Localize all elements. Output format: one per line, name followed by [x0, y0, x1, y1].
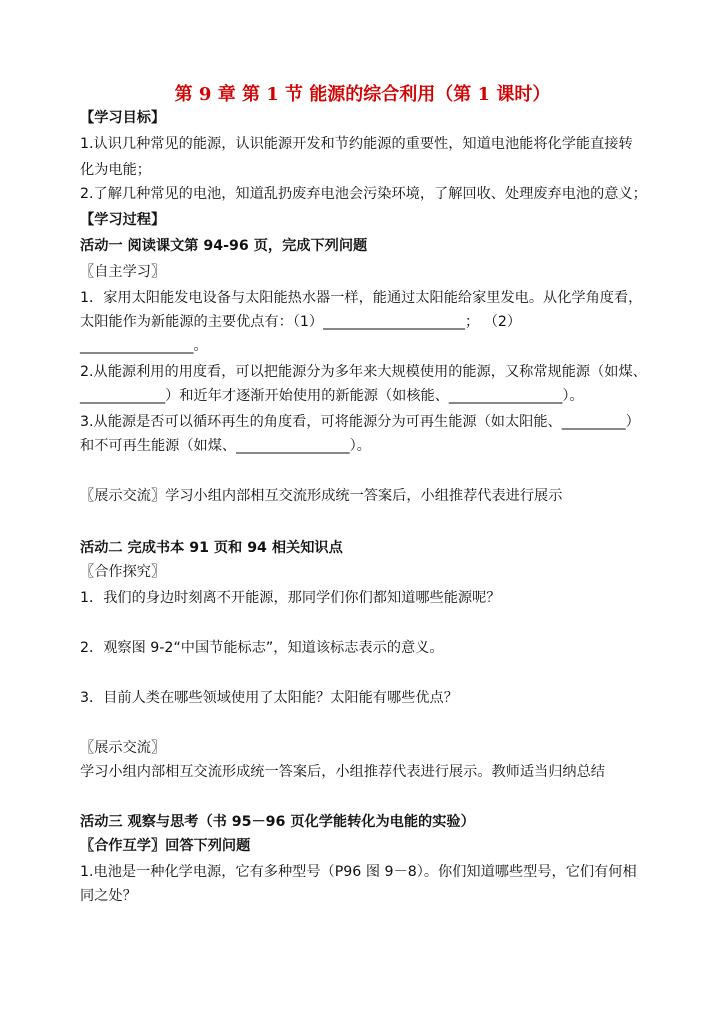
goal-item-2: 2.了解几种常见的电池，知道乱扔废弃电池会污染环境，了解回收、处理废弃电池的意义； [80, 186, 647, 202]
activity2-title: 活动二 完成书本 91 页和 94 相关知识点 [80, 540, 343, 556]
activity1-q3-line1: 3.从能源是否可以循环再生的角度看，可将能源分为可再生能源（如太阳能、_________） [80, 414, 640, 430]
activity1-q3-line2: 和不可再生能源（如煤、________________）。 [80, 438, 371, 454]
page-title: 第 9 章 第 1 节 能源的综合利用（第 1 课时） [174, 84, 551, 105]
activity3-q1-line2: 同之处？ [80, 888, 137, 904]
goal-item-1: 1.认识几种常见的能源，认识能源开发和节约能源的重要性，知道电池能将化学能直接转 [80, 136, 633, 152]
activity1-q1-line3: ________________。 [80, 338, 208, 354]
activity2-show-text: 学习小组内部相互交流形成统一答案后，小组推荐代表进行展示。教师适当归纳总结 [80, 764, 605, 780]
goal-item-1-cont: 化为电能； [80, 162, 151, 178]
activity1-q2-line1: 2.从能源利用的用度看，可以把能源分为多年来大规模使用的能源，又称常规能源（如煤、 [80, 364, 647, 380]
goals-header: 【学习目标】 [80, 110, 166, 126]
activity3-title: 活动三 观察与思考（书 95－96 页化学能转化为电能的实验） [80, 814, 475, 830]
activity2-q2: 2．观察图 9-2“中国节能标志”，知道该标志表示的意义。 [80, 640, 444, 656]
activity1-q1-line2: 太阳能作为新能源的主要优点有：（1）____________________； （2） [80, 314, 522, 330]
activity2-q1: 1．我们的身边时刻离不开能源，那同学们你们都知道哪些能源呢？ [80, 590, 501, 606]
activity1-show: 〖展示交流〗学习小组内部相互交流形成统一答案后，小组推荐代表进行展示 [80, 488, 563, 504]
activity3-q1-line1: 1.电池是一种化学电源，它有多种型号（P96 图 9－8）。你们知道哪些型号，它们有何相 [80, 864, 637, 880]
activity2-q3: 3．目前人类在哪些领域使用了太阳能？太阳能有哪些优点？ [80, 690, 458, 706]
activity1-q2-line2: ____________）和近年才逐渐开始使用的新能源（如核能、________________）。 [80, 388, 584, 404]
activity1-sub: 〖自主学习〗 [80, 264, 166, 280]
activity1-q1-line1: 1．家用太阳能发电设备与太阳能热水器一样，能通过太阳能给家里发电。从化学角度看， [80, 290, 643, 306]
process-header: 【学习过程】 [80, 212, 166, 228]
activity1-title: 活动一 阅读课文第 94-96 页，完成下列问题 [80, 238, 368, 254]
activity2-show-header: 〖展示交流〗 [80, 740, 166, 756]
activity2-sub: 〖合作探究〗 [80, 564, 166, 580]
activity3-sub: 〖合作互学〗回答下列问题 [80, 838, 251, 854]
